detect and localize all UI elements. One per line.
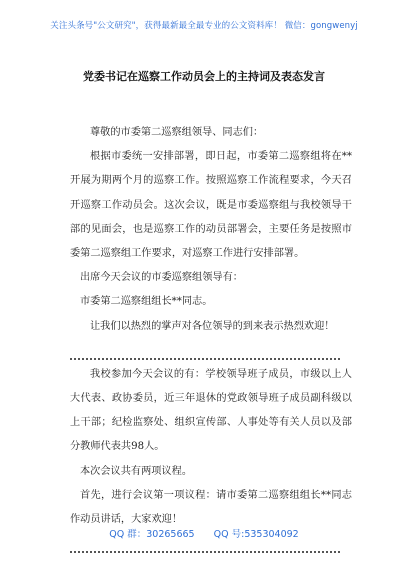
- promo-text: 关注头条号"公文研究"，获得最新最全最专业的公文资料库！ 微信：gongwenyj: [50, 21, 358, 31]
- paragraph: 市委第二巡察组组长**同志。: [80, 296, 213, 308]
- paragraph: 我校参加今天会议的有：学校领导班子成员，市级以上人大代表、政协委员，近三年退休的党政领导班子成员副科级以上干部；纪检监察处、组织宣传部、人事处等有关人员以及部分教师代表共98人。: [70, 368, 352, 453]
- paragraph: 让我们以热烈的掌声对各位领导的到来表示热烈欢迎！: [90, 320, 335, 332]
- qq-number: QQ 号:535304092: [213, 529, 299, 540]
- paragraph: 首先，进行会议第一项议程：请市委第二巡察组组长**同志作动员讲话，大家欢迎！: [70, 489, 352, 526]
- salutation: 尊敬的市委第二巡察组领导、同志们：: [90, 127, 264, 138]
- paragraph: 本次会议共有两项议程。: [80, 465, 193, 477]
- document-title: 党委书记在巡察工作动员会上的主持词及表态发言: [83, 70, 325, 83]
- paragraph: 出席今天会议的市委巡察组领导有：: [80, 272, 243, 284]
- ellipsis-divider: [70, 339, 352, 363]
- qq-group: QQ 群：30265665: [109, 529, 195, 540]
- dotted-line: [70, 344, 340, 360]
- promo-header: [0, 0, 408, 54]
- paragraph: 根据市委统一安排部署，即日起，市委第二巡察组将在**开展为期两个月的巡察工作。按照巡察工作流程要求，今天召开巡察工作动员会。这次会议，既是市委巡察组与我校领导干部的见面会，也是巡察工作的动员部署会，主要任务是按照市委第二巡察组工作要求，对巡察工作进行安排部署。: [70, 151, 352, 260]
- document-body: [70, 121, 352, 556]
- contact-footer: [0, 526, 408, 540]
